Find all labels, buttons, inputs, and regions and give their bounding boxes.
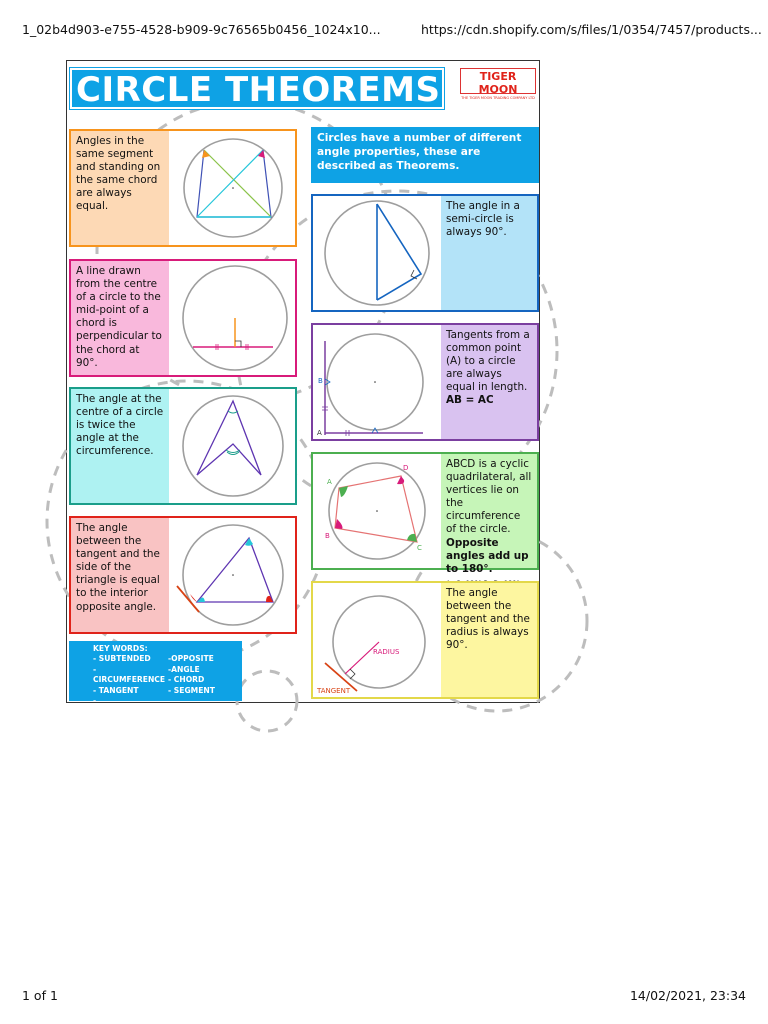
browser-url: https://cdn.shopify.com/s/files/1/0354/7457/products... xyxy=(421,22,762,37)
theorem-text xyxy=(441,325,537,439)
theorem-text-bold: AB = AC xyxy=(446,394,494,407)
circle-theorems-poster xyxy=(66,60,540,716)
keyword: -OPPOSITE xyxy=(168,654,214,664)
theorem-text-body: Tangents from a common point (A) to a circle are always equal in length. xyxy=(446,329,530,394)
poster-title: CIRCLE THEOREMS xyxy=(70,68,444,109)
theorem-text-bold: Opposite angles add up to 180°. xyxy=(446,536,529,575)
theorem-card-semicircle xyxy=(311,194,539,312)
tiger-moon-logo xyxy=(460,68,536,100)
intro-text: Circles have a number of different angle properties, these are described as Theorems. xyxy=(311,127,539,183)
theorem-text: Angles in the same segment and standing on the same chord are always equal. xyxy=(71,131,169,245)
vertex-label-d: D xyxy=(403,464,409,472)
alternate-segment-diagram xyxy=(169,518,297,632)
page-count: 1 of 1 xyxy=(22,988,58,1003)
theorem-card-angle-at-centre xyxy=(69,387,297,505)
vertex-label-c: C xyxy=(417,544,422,552)
print-datetime: 14/02/2021, 23:34 xyxy=(629,988,746,1003)
theorem-text: The angle between the tangent and the radius is always 90°. xyxy=(441,583,537,697)
angle-at-centre-diagram xyxy=(169,389,297,503)
point-label-b: B xyxy=(318,377,323,385)
theorem-text xyxy=(441,454,537,575)
theorem-card-equal-tangents xyxy=(311,323,539,441)
theorem-card-perpendicular-chord xyxy=(69,259,297,377)
equal-tangents-diagram xyxy=(313,325,441,439)
key-words-box xyxy=(69,641,242,716)
theorem-card-alternate-segment xyxy=(69,516,297,634)
vertex-label-a: A xyxy=(327,478,332,486)
theorem-text-body: ABCD is a cyclic quadrilateral, all vertices lie on the circumference of the circle. xyxy=(446,458,532,536)
logo-sub-text: THE TIGER MOON TRADING COMPANY LTD xyxy=(461,96,535,100)
keyword: - CIRCUMFERENCE xyxy=(93,664,166,685)
same-segment-diagram xyxy=(169,131,297,245)
tangent-radius-diagram xyxy=(313,583,441,697)
keyword: - SUBTENDED xyxy=(93,654,151,664)
tangent-label: TANGENT xyxy=(317,687,351,695)
browser-page-title: 1_02b4d903-e755-4528-b909-9c76565b0456_1024x10... xyxy=(22,22,381,37)
radius-label: RADIUS xyxy=(373,648,400,656)
semicircle-diagram xyxy=(313,196,441,310)
theorem-card-same-segment xyxy=(69,129,297,247)
theorem-text: The angle in a semi-circle is always 90°. xyxy=(441,196,537,310)
theorem-text: The angle at the centre of a circle is twice the angle at the circumference. xyxy=(71,389,169,503)
key-words-title: KEY WORDS: xyxy=(93,644,148,653)
theorem-text: A line drawn from the centre of a circle to the mid-point of a chord is perpendicular to the chord at 90°. xyxy=(71,261,169,375)
vertex-label-b: B xyxy=(325,532,330,540)
keyword: - CHORD xyxy=(168,675,205,685)
keyword: - SEGMENT xyxy=(168,685,215,695)
cyclic-quadrilateral-diagram xyxy=(313,454,441,568)
keyword: -ANGLE xyxy=(168,664,200,674)
perpendicular-chord-diagram xyxy=(169,261,297,375)
point-label-a: A xyxy=(317,429,322,437)
logo-main-text: TIGER MOON xyxy=(478,70,518,96)
theorem-card-cyclic-quadrilateral xyxy=(311,452,539,575)
theorem-card-tangent-radius xyxy=(311,581,539,699)
keyword: - TANGENT xyxy=(93,685,139,695)
theorem-text: The angle between the tangent and the side of the triangle is equal to the interior opposite angle. xyxy=(71,518,169,632)
keyword: - PERPENDICULAR xyxy=(93,696,165,716)
